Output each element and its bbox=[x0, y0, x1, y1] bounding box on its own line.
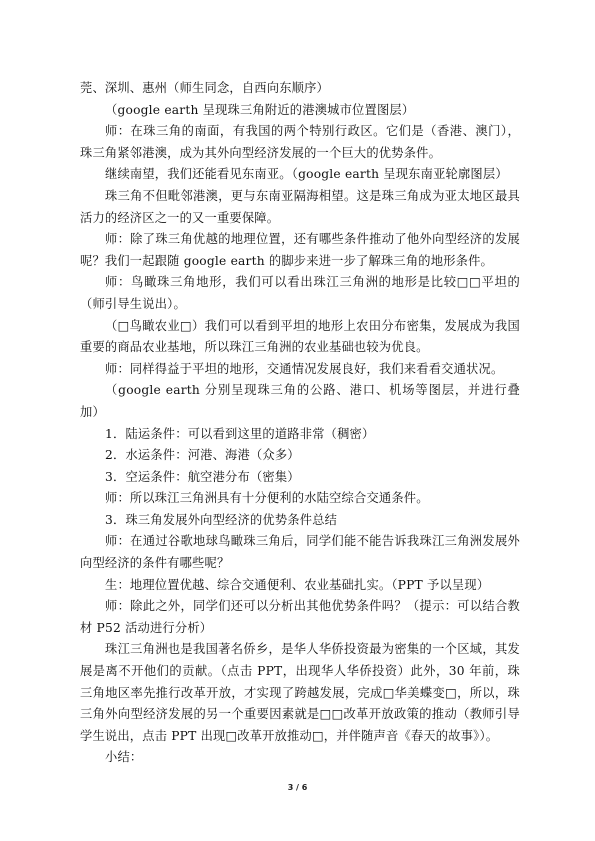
paragraph-16: 师：在通过谷歌地球鸟瞰珠三角后，同学们能不能告诉我珠江三角洲发展外向型经济的条件有哪些呢？ bbox=[80, 534, 520, 571]
paragraph-2: （google earth 呈现珠三角附近的港澳城市位置图层） bbox=[105, 102, 415, 117]
paragraph-1: 莞、深圳、惠州（师生同念，自西向东顺序） bbox=[80, 81, 329, 95]
document-body bbox=[80, 78, 520, 769]
paragraph-14: 师：所以珠江三角洲具有十分便利的水陆空综合交通条件。 bbox=[105, 491, 429, 506]
list-item-land-transport: 1．陆运条件：可以看到这里的道路非常（稠密） bbox=[105, 426, 375, 441]
paragraph-6: 师：除了珠三角优越的地理位置，还有哪些条件推动了他外向型经济的发展呢？我们一起跟随 google earth 的脚步来进一步了解珠三角的地形条件。 bbox=[80, 232, 520, 268]
paragraph-3: 师：在珠三角的南面，有我国的两个特别行政区。它们是（香港、澳门），珠三角紧邻港澳，成为其外向型经济发展的一个巨大的优势条件。 bbox=[80, 124, 520, 160]
paragraph-9: 师：同样得益于平坦的地形，交通情况发展良好，我们来看看交通状况。 bbox=[105, 361, 504, 376]
paragraph-8: （□鸟瞰农业□）我们可以看到平坦的地形上农田分布密集，发展成为我国重要的商品农业基地，所以珠江三角洲的农业基础也较为优良。 bbox=[80, 318, 520, 355]
paragraph-18: 师：除此之外，同学们还可以分析出其他优势条件吗？（提示：可以结合教材 P52 活动进行分析） bbox=[80, 599, 520, 635]
page-number: 3 / 6 bbox=[287, 783, 308, 792]
list-item-water-transport: 2．水运条件：河港、海港（众多） bbox=[105, 448, 300, 463]
paragraph-4: 继续南望，我们还能看见东南亚。（google earth 呈现东南亚轮廓图层） bbox=[105, 167, 508, 182]
section-heading: 3．珠三角发展外向型经济的优势条件总结 bbox=[105, 512, 338, 527]
paragraph-5: 珠三角不但毗邻港澳，更与东南亚隔海相望。这是珠三角成为亚太地区最具活力的经济区之一的又一重要保障。 bbox=[80, 188, 520, 225]
paragraph-10: （google earth 分别呈现珠三角的公路、港口、机场等图层，并进行叠加） bbox=[80, 383, 520, 419]
summary-label: 小结： bbox=[105, 750, 143, 765]
list-item-air-transport: 3．空运条件：航空港分布（密集） bbox=[105, 469, 300, 484]
paragraph-19: 珠江三角洲也是我国著名侨乡，是华人华侨投资最为密集的一个区域，其发展是离不开他们的贡献。（点击 PPT，出现华人华侨投资）此外，30 年前，珠三角地区率先推行改革开放，才实现了跨越发展，完成□华美蝶变□，所以，珠三角外向型经济发展的另一个重要因素就是□□改革开放政策的推动（教师引导学生说出，点击 PPT 出现□改革开放推动□，并伴随声音《春天的故事》）。 bbox=[80, 642, 520, 743]
paragraph-7: 师：鸟瞰珠三角地形，我们可以看出珠江三角洲的地形是比较□□平坦的（师引导生说出）。 bbox=[80, 275, 520, 311]
paragraph-17: 生：地理位置优越、综合交通便利、农业基础扎实。（PPT 予以呈现） bbox=[105, 577, 490, 592]
